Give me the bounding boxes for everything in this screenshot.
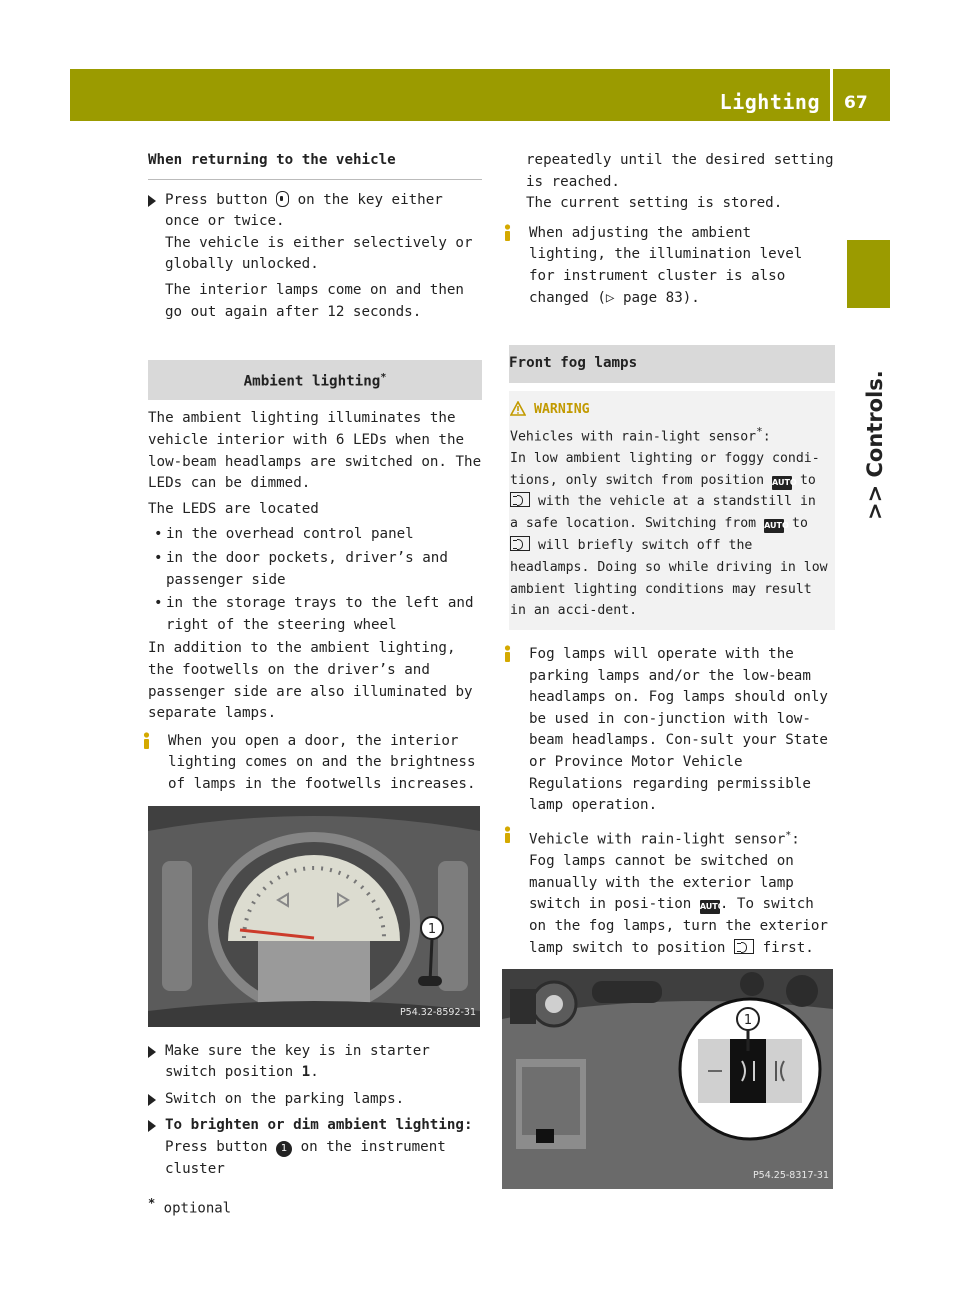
step-arrow-icon: [148, 195, 156, 207]
warning-text: will briefly switch off the headlamps. Doing so while driving in low ambient lighting conditions may result in an acci-dent.: [510, 537, 828, 619]
page-section-title: Lighting: [719, 90, 820, 114]
instruction-step: [148, 1089, 482, 1111]
chapter-tab: [847, 240, 890, 308]
warning-text: to: [799, 472, 816, 488]
warning-text: In low ambient lighting or foggy condi-tions, only switch from position: [510, 450, 820, 488]
note-text-part: . To switch on the fog lamps, turn the exterior lamp switch to position: [529, 896, 828, 956]
step-text: Switch on the parking lamps.: [165, 1090, 405, 1107]
step-bold-text: To brighten or dim ambient lighting:: [165, 1117, 473, 1134]
step-result: The vehicle is either selectively or globally unlocked.: [165, 234, 473, 273]
info-icon: [139, 732, 154, 749]
list-item: • in the overhead control panel: [148, 524, 482, 546]
instrument-cluster-illustration: [148, 806, 480, 1027]
note-text-part: When adjusting the ambient lighting, the illumination level for instrument cluster is also changed (: [529, 224, 803, 306]
info-icon: [500, 826, 515, 843]
warning-title-text: WARNING: [534, 401, 590, 417]
chapter-tab-label-wrap: [830, 320, 910, 520]
note-text-part: :: [791, 831, 800, 848]
page-ref-arrow-icon: ▷: [605, 289, 615, 306]
step-text-end: .: [310, 1064, 319, 1081]
step-text: Make sure the key is in starter switch position: [165, 1042, 430, 1081]
footnote: [148, 1196, 231, 1217]
step-arrow-icon: [148, 1120, 156, 1132]
section-heading-fog: [509, 345, 835, 383]
note-text-part: Vehicle with rain-light sensor: [529, 831, 786, 848]
list-item: • in the storage trays to the left and right of the steering wheel: [148, 593, 482, 636]
paragraph: In addition to the ambient lighting, the footwells on the driver’s and passenger side are also illuminated by separate lamps.: [148, 640, 473, 722]
note-text-part: first.: [762, 939, 814, 956]
section-heading-returning: When returning to the vehicle: [148, 150, 482, 180]
page-number: 67: [844, 93, 868, 113]
header-divider: [830, 69, 833, 121]
optional-star: *: [785, 829, 792, 841]
fog-lamp-switch-illustration: [502, 969, 833, 1189]
auto-switch-icon: AUTO: [772, 476, 792, 490]
step-arrow-icon: [148, 1094, 156, 1106]
instruction-step: [148, 1041, 482, 1084]
warning-text: Vehicles with rain-light sensor: [510, 428, 757, 444]
note-text: [519, 223, 835, 309]
unlock-button-icon: [276, 191, 289, 207]
step-text: on the instrument cluster: [165, 1138, 446, 1177]
note-page-ref: page 83).: [622, 289, 700, 306]
callout-number-icon: 1: [276, 1141, 292, 1157]
instruction-step: [148, 1115, 482, 1180]
figure-caption: P54.32-8592-31: [399, 1006, 476, 1018]
auto-switch-icon: AUTO: [700, 900, 720, 914]
warning-sensor-line: [510, 421, 829, 448]
figure-callout-number: 1: [743, 1013, 753, 1029]
step-continuation: repeatedly until the desired setting is reached.: [526, 152, 834, 190]
paragraph: The LEDS are located: [148, 500, 319, 517]
info-icon: [500, 645, 515, 662]
right-column: [509, 150, 835, 1189]
key-position: 1: [301, 1064, 311, 1081]
note-text: Fog lamps will operate with the parking lamps and/or the low-beam headlamps on. Fog lamps should only be used in con-junction with low-beam headlamps. Con-sult your State or Province Motor Vehicle Regulations regarding permissible lamp operation.: [529, 646, 828, 814]
left-column: [148, 150, 482, 1185]
info-note: [509, 825, 835, 959]
warning-text: with the vehicle at a standstill in a safe location. Switching from: [510, 494, 816, 532]
section-heading-ambient: [148, 360, 482, 400]
step-arrow-icon: [148, 1046, 156, 1058]
warning-title: [510, 399, 829, 421]
optional-star: *: [380, 372, 387, 384]
warning-body: [510, 448, 829, 622]
footnote-star: *: [148, 1196, 156, 1210]
info-note: [148, 731, 482, 796]
note-text-part: Fog lamps cannot be switched on manually with the exterior lamp switch in posi-tion: [529, 853, 794, 913]
figure-callout-number: 1: [427, 921, 437, 937]
note-text: When you open a door, the interior lighting comes on and the brightness of lamps in the footwells increases.: [168, 732, 476, 792]
low-beam-icon: [734, 939, 754, 954]
warning-triangle-icon: [510, 401, 526, 416]
warning-text: to: [792, 516, 808, 532]
step-text: Press button: [165, 191, 268, 208]
warning-box: [509, 391, 835, 630]
optional-star: *: [756, 424, 763, 438]
paragraph: The ambient lighting illuminates the vehicle interior with 6 LEDs when the low-beam headlamps are switched on. The LEDs can be dimmed.: [148, 410, 482, 492]
step-text: Press button: [165, 1138, 268, 1155]
low-beam-icon: [510, 492, 530, 507]
section-heading-text: Front fog lamps: [509, 355, 638, 372]
step-result: The interior lamps come on and then go out again after 12 seconds.: [165, 281, 464, 320]
note-text: [519, 825, 835, 959]
figure-caption: P54.25-8317-31: [752, 1169, 829, 1181]
info-note: [509, 644, 835, 817]
step-text: on the key either once or twice.: [165, 191, 443, 230]
fog-lamp-switch-image: [502, 969, 833, 1189]
warning-text: :: [762, 428, 771, 444]
chapter-tab-label: >> Controls.: [863, 370, 887, 520]
low-beam-icon: [510, 536, 530, 551]
info-note: [509, 223, 835, 309]
step-continuation: The current setting is stored.: [526, 195, 783, 212]
info-icon: [500, 224, 515, 241]
instruction-step: [148, 190, 482, 324]
auto-switch-icon: AUTO: [764, 519, 784, 533]
section-heading-text: Ambient lighting: [243, 373, 381, 390]
list-item: • in the door pockets, driver’s and passenger side: [148, 548, 482, 591]
instrument-cluster-image: [148, 806, 480, 1027]
footnote-text: optional: [163, 1200, 232, 1217]
